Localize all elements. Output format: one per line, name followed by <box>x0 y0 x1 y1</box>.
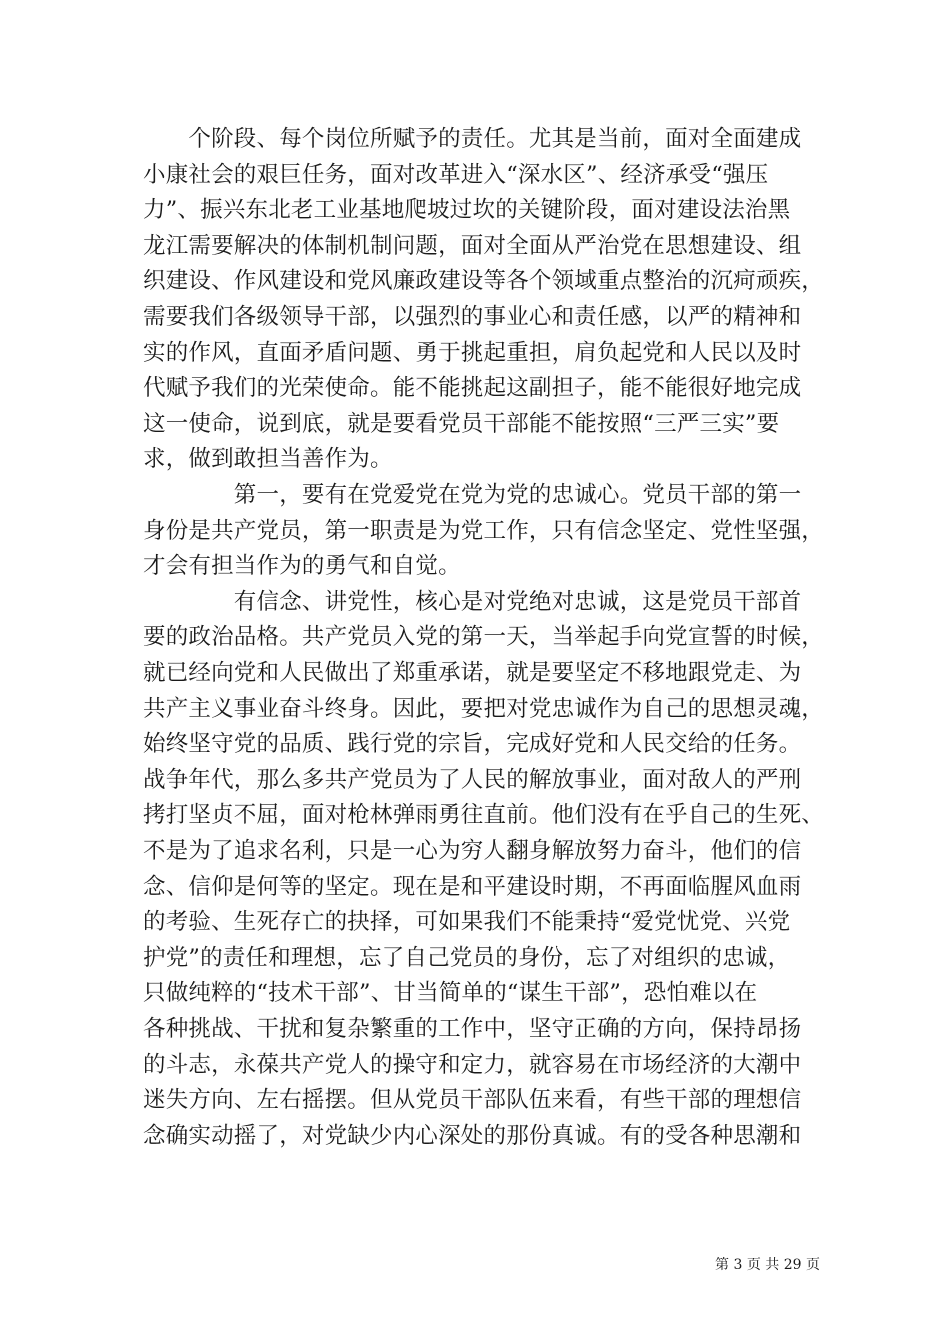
text-line: 的考验、生死存亡的抉择，可如果我们不能秉持“爱党忧党、兴党 <box>143 909 791 935</box>
text-line: 念、信仰是何等的坚定。现在是和平建设时期，不再面临腥风血雨 <box>143 874 802 900</box>
text-line: 战争年代，那么多共产党员为了人民的解放事业，面对敌人的严刑 <box>143 767 802 793</box>
text-line: 不是为了追求名利，只是一心为穷人翻身解放努力奋斗，他们的信 <box>143 838 802 864</box>
text-line: 才会有担当作为的勇气和自觉。 <box>143 553 461 579</box>
text-line: 这一使命，说到底，就是要看党员干部能不能按照“三严三实”要 <box>143 411 780 437</box>
text-line: 共产主义事业奋斗终身。因此，要把对党忠诚作为自己的思想灵魂， <box>143 696 825 722</box>
page-footer: 第 3 页 共 29 页 <box>715 1257 820 1273</box>
text-line: 力”、振兴东北老工业基地爬坡过坎的关键阶段，面对建设法治黑 <box>143 197 791 223</box>
text-line: 代赋予我们的光荣使命。能不能挑起这副担子，能不能很好地完成 <box>143 375 802 401</box>
text-line: 各种挑战、干扰和复杂繁重的工作中，坚守正确的方向，保持昂扬 <box>143 1016 802 1042</box>
text-line: 护党”的责任和理想，忘了自己党员的身份，忘了对组织的忠诚， <box>143 945 791 971</box>
text-line: 织建设、作风建设和党风廉政建设等各个领域重点整治的沉疴顽疾， <box>143 268 825 294</box>
text-line: 小康社会的艰巨任务，面对改革进入“深水区”、经济承受“强压 <box>143 162 769 188</box>
text-line: 念确实动摇了，对党缺少内心深处的那份真诚。有的受各种思潮和 <box>143 1123 802 1149</box>
text-line: 求，做到敢担当善作为。 <box>143 446 393 472</box>
text-line: 有信念、讲党性，核心是对党绝对忠诚，这是党员干部首 <box>143 589 802 615</box>
text-line: 身份是共产党员，第一职责是为党工作，只有信念坚定、党性坚强， <box>143 518 825 544</box>
text-line: 就已经向党和人民做出了郑重承诺，就是要坚定不移地跟党走、为 <box>143 660 802 686</box>
text-line: 个阶段、每个岗位所赋予的责任。尤其是当前，面对全面建成 <box>143 126 802 152</box>
text-line: 迷失方向、左右摇摆。但从党员干部队伍来看，有些干部的理想信 <box>143 1087 802 1113</box>
text-line: 拷打坚贞不屈，面对枪林弹雨勇往直前。他们没有在乎自己的生死、 <box>143 802 825 828</box>
text-line: 要的政治品格。共产党员入党的第一天，当举起手向党宣誓的时候， <box>143 624 825 650</box>
text-line: 第一，要有在党爱党在党为党的忠诚心。党员干部的第一 <box>143 482 802 508</box>
text-line: 始终坚守党的品质、践行党的宗旨，完成好党和人民交给的任务。 <box>143 731 802 757</box>
text-line: 实的作风，直面矛盾问题、勇于挑起重担，肩负起党和人民以及时 <box>143 340 802 366</box>
text-line: 的斗志，永葆共产党人的操守和定力，就容易在市场经济的大潮中 <box>143 1052 802 1078</box>
text-line: 需要我们各级领导干部，以强烈的事业心和责任感，以严的精神和 <box>143 304 802 330</box>
text-line: 只做纯粹的“技术干部”、甘当简单的“谋生干部”，恐怕难以在 <box>143 980 758 1006</box>
text-line: 龙江需要解决的体制机制问题，面对全面从严治党在思想建设、组 <box>143 233 802 259</box>
